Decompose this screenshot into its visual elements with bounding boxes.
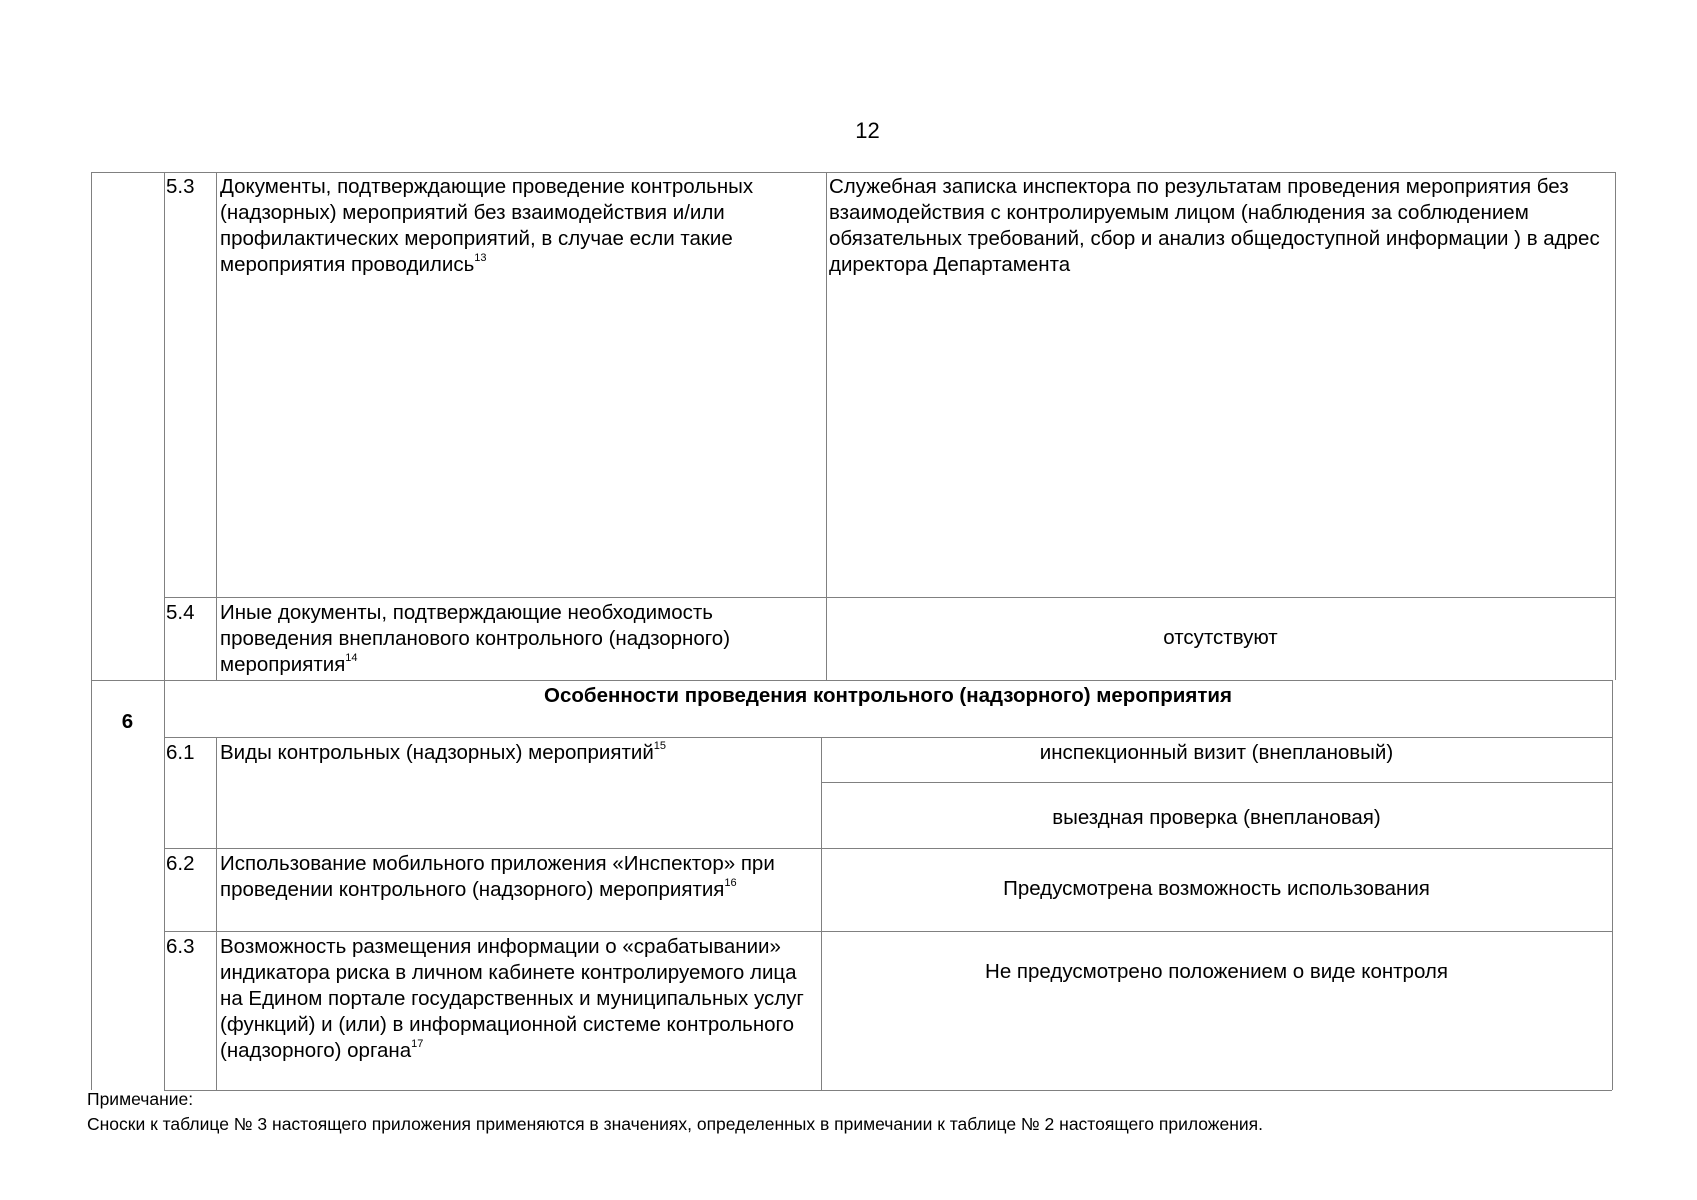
footnote-ref: 14 <box>345 652 358 665</box>
row-number: 6.2 <box>166 852 195 875</box>
footnote-ref: 15 <box>653 740 667 753</box>
row-value: Служебная записка инспектора по результатам проведения мероприятия без взаимодействия с контролируемым лицом (наблюдения за соблюдением обязательных требований, сбор и анализ общедоступной информации ) в адрес директора Департамента <box>829 175 1600 276</box>
note-text: Сноски к таблице № 3 настоящего приложения применяются в значениях, определенных в примечании к таблице № 2 настоящего приложения. <box>87 1114 1264 1134</box>
row-number: 5.4 <box>166 601 195 624</box>
section-title: Особенности проведения контрольного (надзорного) мероприятия <box>544 684 1232 707</box>
row-value: Не предусмотрено положением о виде контроля <box>985 960 1448 983</box>
row-value: инспекционный визит (внеплановый) <box>1039 741 1394 764</box>
row-number: 5.3 <box>166 175 195 198</box>
row-value: Предусмотрена возможность использования <box>1003 877 1430 900</box>
row-value: выездная проверка (внеплановая) <box>1052 806 1381 829</box>
section-number: 6 <box>121 710 134 733</box>
row-value: отсутствуют <box>1163 626 1278 649</box>
row-number: 6.1 <box>166 741 195 764</box>
footnote-ref: 16 <box>724 877 737 890</box>
page-number: 12 <box>855 118 880 143</box>
row-description: Виды контрольных (надзорных) мероприятий$^{15}$ <box>220 740 667 764</box>
row-description: Документы, подтверждающие проведение контрольных (надзорных) мероприятий без взаимодействия и/или профилактических мероприятий, в случае если такие мероприятия проводились$^{13}$ <box>220 175 754 276</box>
footnote-ref: 17 <box>411 1038 424 1051</box>
note-label: Примечание: <box>87 1089 194 1109</box>
footnote-ref: 13 <box>474 252 487 265</box>
row-description: Иные документы, подтверждающие необходимость проведения внепланового контрольного (надзорного) мероприятия$^{14}$ <box>220 601 731 676</box>
row-description: Возможность размещения информации о «срабатывании» индикатора риска в личном кабинете контролируемого лица на Едином портале государственных и муниципальных услуг (функций) и (или) в информационной системе контрольного (надзорного) органа$^{17}$ <box>220 935 804 1062</box>
row-description: Использование мобильного приложения «Инспектор» при проведении контрольного (надзорного) мероприятия$^{16}$ <box>220 852 775 901</box>
row-number: 6.3 <box>166 935 195 958</box>
